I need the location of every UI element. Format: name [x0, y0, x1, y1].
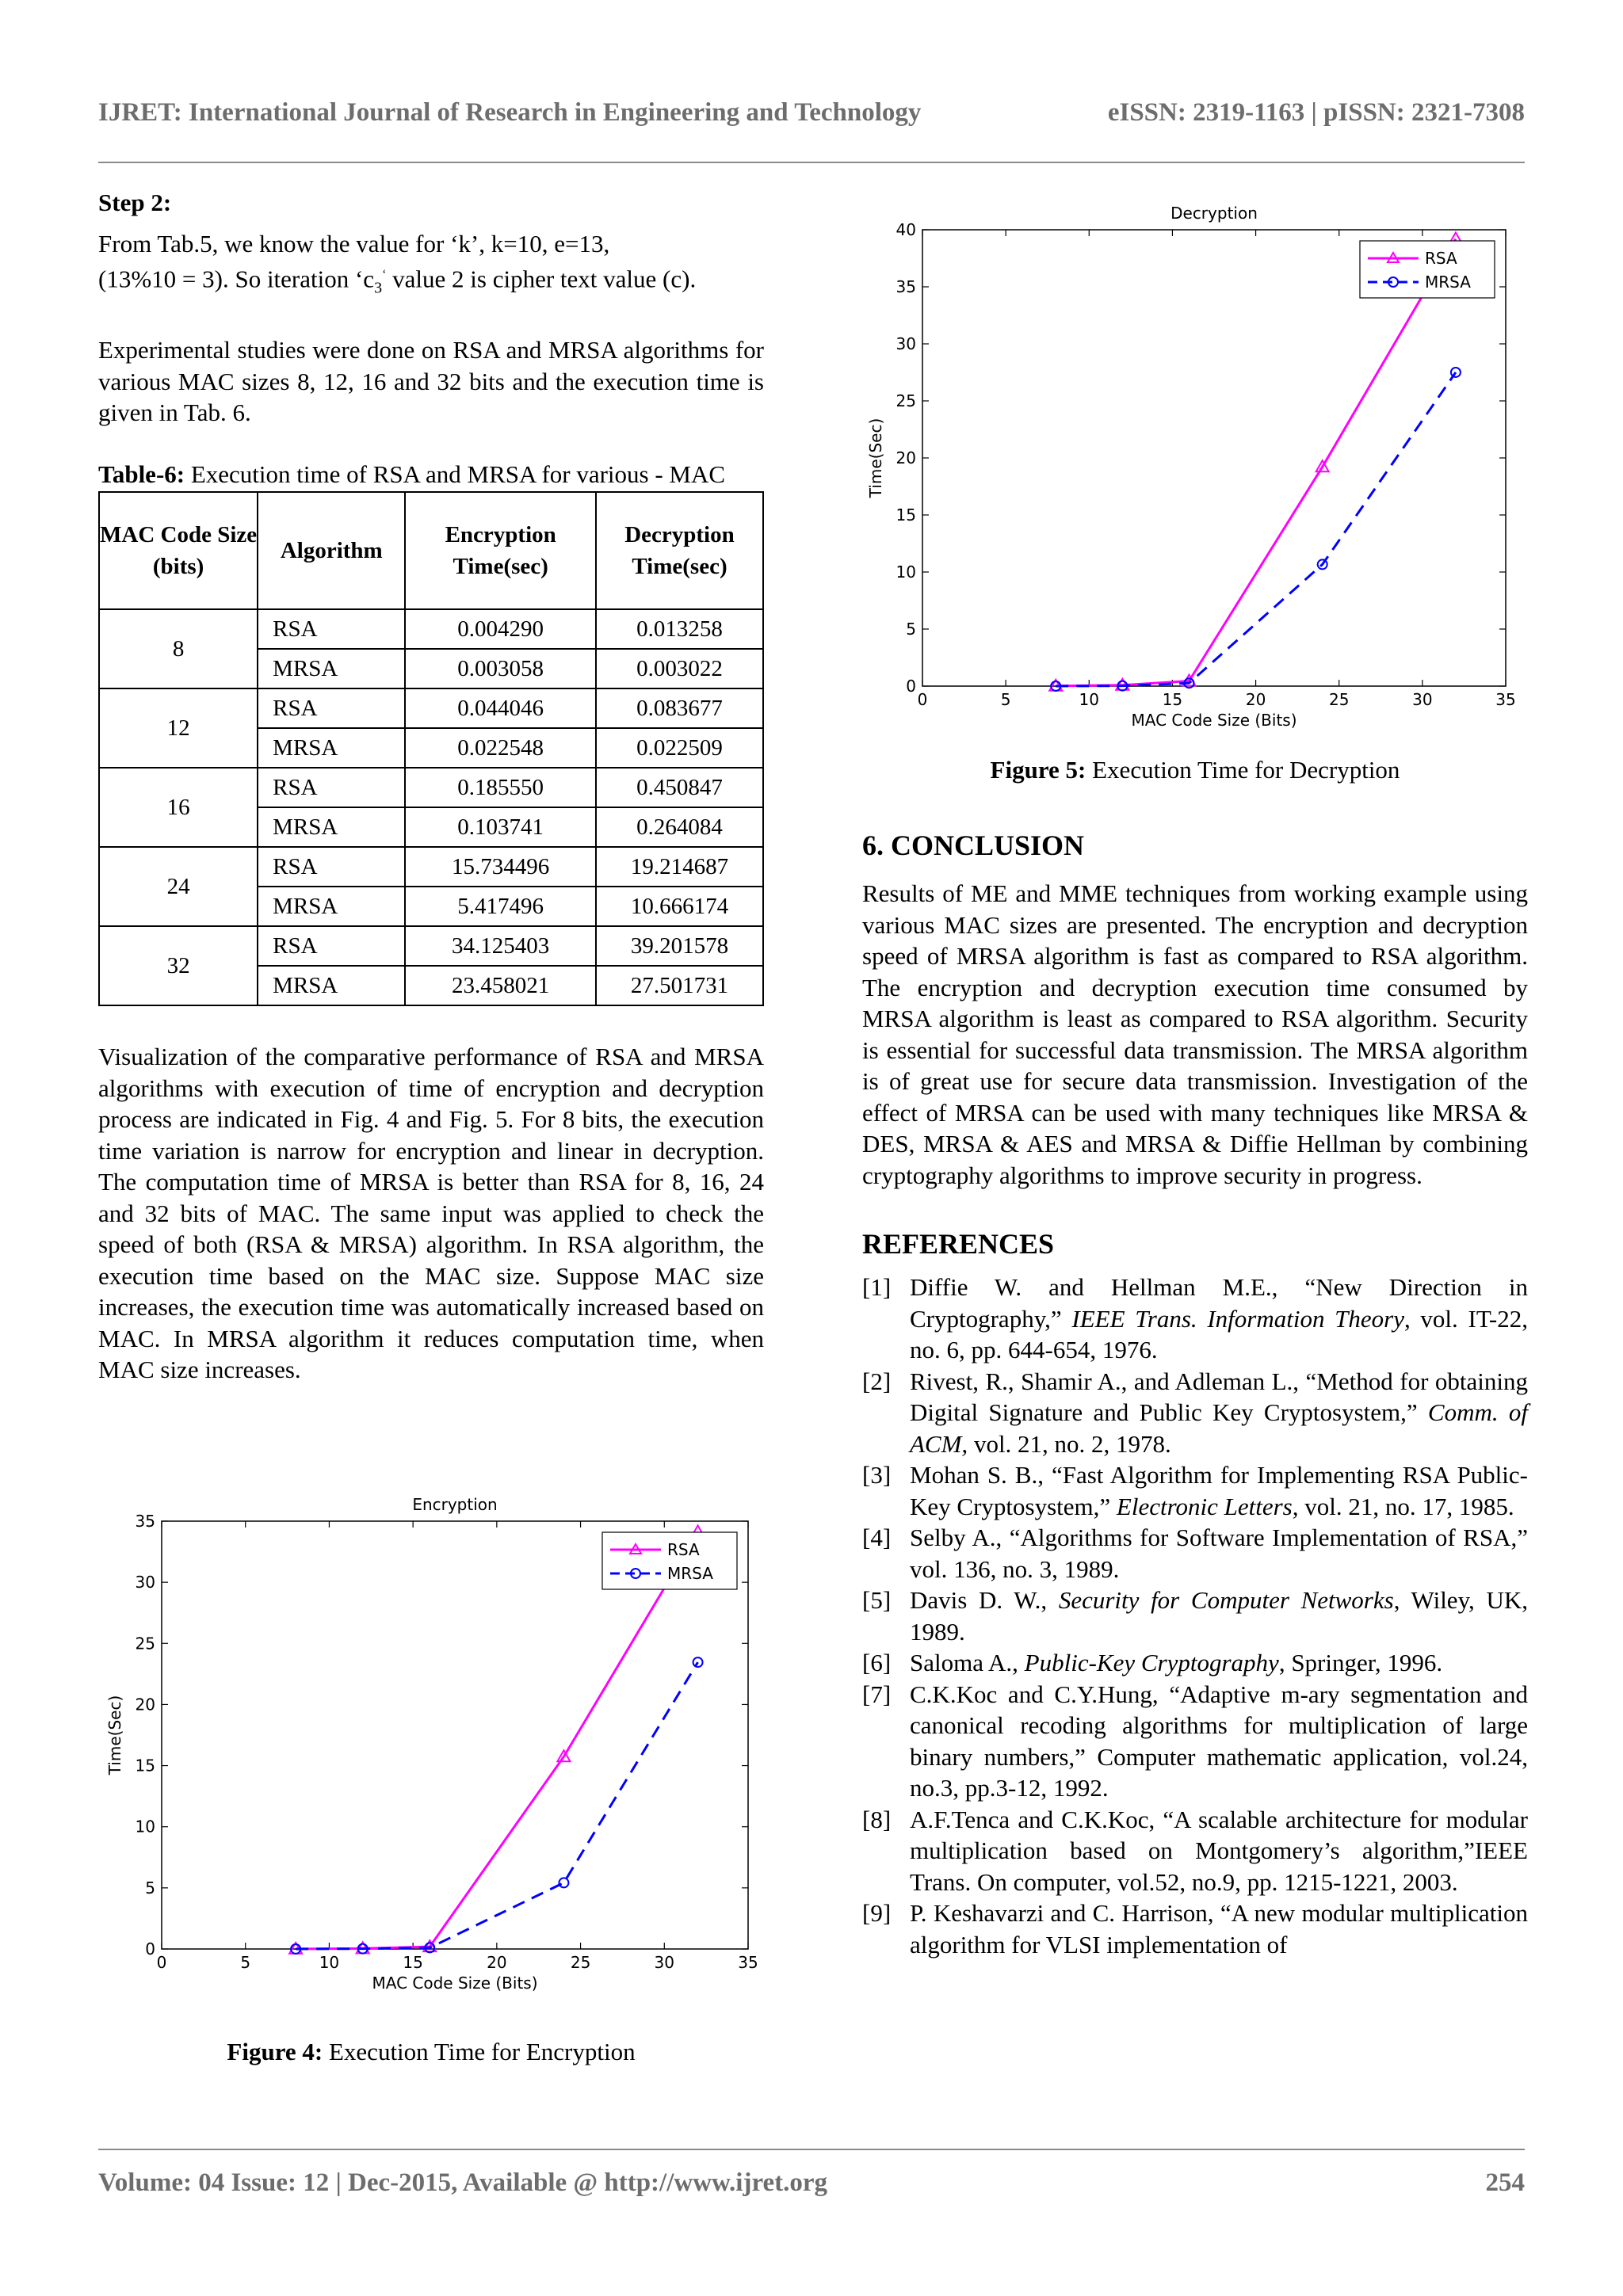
y-tick-label: 15 [135, 1756, 155, 1775]
table-caption-text: Execution time of RSA and MRSA for various - MAC [185, 460, 726, 488]
algorithm-cell: RSA [258, 768, 405, 807]
figure-5-label: Figure 5: [990, 756, 1086, 784]
figure-4-caption [98, 2038, 764, 2066]
table-row [99, 609, 763, 649]
mac-size-cell: 16 [99, 768, 258, 847]
reference-text: P. Keshavarzi and C. Harrison, “A new modular multiplication algorithm for VLSI implementation of [910, 1899, 1528, 1958]
decryption-time-cell: 10.666174 [596, 887, 763, 926]
y-tick-label: 25 [896, 391, 916, 410]
page-number: 254 [1485, 2168, 1525, 2197]
encryption-time-cell: 34.125403 [405, 926, 596, 966]
chart-title: Encryption [412, 1495, 498, 1514]
x-tick-label: 0 [917, 690, 928, 709]
figure-4-label: Figure 4: [227, 2038, 323, 2065]
header-decryption: Decryption Time(sec) [596, 492, 763, 609]
footer-volume: Volume: 04 Issue: 12 | Dec-2015, Available @ http://www.ijret.org [98, 2168, 828, 2197]
y-tick-label: 0 [906, 677, 916, 696]
reference-venue: Security for Computer Networks [1058, 1586, 1394, 1614]
x-tick-label: 20 [1245, 690, 1266, 709]
table-caption-label: Table-6: [98, 460, 185, 488]
decryption-time-cell: 0.083677 [596, 688, 763, 728]
reference-text: Diffie W. and Hellman M.E., “New Direction in Cryptography,” [910, 1273, 1528, 1333]
step-text [98, 228, 764, 305]
decryption-time-cell: 39.201578 [596, 926, 763, 966]
y-tick-label: 30 [135, 1573, 155, 1592]
step-sup: ‘ [382, 268, 387, 281]
decryption-chart [862, 192, 1528, 746]
reference-item [862, 1804, 1528, 1898]
reference-number: [9] [862, 1899, 892, 1927]
encryption-time-cell: 15.734496 [405, 847, 596, 887]
reference-text: vol. 21, no. 17, 1985. [1298, 1492, 1514, 1520]
table-row [99, 768, 763, 807]
reference-text: Mohan S. B., “Fast Algorithm for Implementing RSA Public-Key Cryptosystem,” [910, 1461, 1528, 1520]
x-axis-label: MAC Code Size (Bits) [372, 1974, 538, 1993]
x-tick-label: 5 [240, 1953, 251, 1972]
reference-item [862, 1522, 1528, 1585]
right-column [862, 829, 1528, 1960]
y-axis-label: Time(Sec) [105, 1695, 124, 1775]
y-tick-label: 35 [135, 1512, 155, 1531]
paragraph-visualization: Visualization of the comparative performance of RSA and MRSA algorithms with execution of time of encryption and decryption process are indicated in Fig. 4 and Fig. 5. For 8 bits, the execution time variation is narrow for encryption and linear in decryption. The computation time of MRSA is better than RSA for 8, 16, 24 and 32 bits of MAC. The same input was applied to check the speed of both (RSA & MRSA) algorithm. In RSA algorithm, the execution time based on the MAC size. Suppose MAC size increases, the execution time was automatically increased based on MAC. In MRSA algorithm it reduces computation time, when MAC size increases. [98, 1043, 764, 1384]
x-tick-label: 35 [738, 1953, 758, 1972]
reference-item [862, 1366, 1528, 1460]
y-tick-label: 30 [896, 334, 916, 353]
header-encryption: Encryption Time(sec) [405, 492, 596, 609]
execution-time-table [98, 491, 764, 1006]
reference-item [862, 1647, 1528, 1679]
figure-5-caption [862, 756, 1528, 784]
reference-item [862, 1272, 1528, 1366]
step-sub: 3 [374, 279, 383, 297]
decryption-time-cell: 0.013258 [596, 609, 763, 649]
reference-venue: IEEE Trans. Information Theory [1071, 1304, 1404, 1333]
reference-item [862, 1897, 1528, 1960]
reference-item [862, 1679, 1528, 1804]
conclusion-text: Results of ME and MME techniques from working example using various MAC sizes are presented. The encryption and decryption speed of MRSA algorithm is fast as compared to RSA algorithm. The encryption and decryption execution time consumed by MRSA algorithm is least as compared to RSA algorithm. Security is essential for successful data transmission. The MRSA algorithm is of great use for secure data transmission. Investigation of the effect of MRSA can be used with many techniques like MRSA & DES, MRSA & AES and MRSA & Diffie Hellman by combining cryptography algorithms to improve security in progress. [862, 879, 1528, 1189]
decryption-time-cell: 0.264084 [596, 807, 763, 847]
reference-number: [7] [862, 1680, 892, 1708]
left-column [98, 187, 764, 1386]
x-tick-label: 30 [1412, 690, 1433, 709]
decryption-time-cell: 0.003022 [596, 649, 763, 688]
encryption-time-cell: 0.044046 [405, 688, 596, 728]
step-heading: Step 2: [98, 189, 172, 216]
header-algorithm: Algorithm [258, 492, 405, 609]
legend-label-rsa: RSA [1425, 249, 1457, 268]
y-tick-label: 20 [896, 448, 916, 467]
x-tick-label: 0 [156, 1953, 167, 1972]
decryption-time-cell: 0.022509 [596, 728, 763, 768]
decryption-time-cell: 19.214687 [596, 847, 763, 887]
reference-text: vol. 21, no. 2, 1978. [968, 1429, 1171, 1458]
reference-number: [4] [862, 1524, 892, 1551]
header-rule [98, 162, 1525, 163]
encryption-chart [98, 1485, 764, 2000]
x-tick-label: 15 [403, 1953, 423, 1972]
x-tick-label: 35 [1495, 690, 1516, 709]
x-tick-label: 30 [654, 1953, 675, 1972]
decryption-time-cell: 27.501731 [596, 966, 763, 1005]
reference-number: [8] [862, 1805, 892, 1833]
reference-text: , vol. IT-22, no. 6, pp. 644-654, 1976. [910, 1304, 1528, 1363]
step-line-2a: (13%10 = 3). So iteration ‘c [98, 265, 375, 293]
legend-label-rsa: RSA [667, 1540, 700, 1559]
reference-text: Davis D. W., [910, 1586, 1059, 1614]
issn: eISSN: 2319-1163 | pISSN: 2321-7308 [1107, 98, 1525, 127]
chart-title: Decryption [1170, 204, 1258, 223]
table-row [99, 926, 763, 966]
x-tick-label: 20 [487, 1953, 507, 1972]
footer-rule [98, 2149, 1525, 2150]
algorithm-cell: MRSA [258, 966, 405, 1005]
table-row [99, 688, 763, 728]
table-caption [98, 459, 764, 490]
encryption-time-cell: 0.185550 [405, 768, 596, 807]
reference-number: [5] [862, 1586, 892, 1614]
x-tick-label: 5 [1000, 690, 1011, 709]
step-line-2b: value 2 is cipher text value (c). [386, 265, 697, 293]
x-axis-label: MAC Code Size (Bits) [1131, 711, 1297, 730]
algorithm-cell: RSA [258, 688, 405, 728]
encryption-time-cell: 0.103741 [405, 807, 596, 847]
algorithm-cell: RSA [258, 926, 405, 966]
reference-venue: Electronic Letters, [1116, 1492, 1299, 1520]
reference-item [862, 1585, 1528, 1647]
reference-text: Rivest, R., Shamir A., and Adleman L., “Method for obtaining Digital Signature and Public Key Cryptosystem,” [910, 1367, 1528, 1426]
journal-title: IJRET: International Journal of Research in Engineering and Technology [98, 98, 922, 127]
conclusion-heading: 6. CONCLUSION [862, 830, 1085, 861]
reference-text: Saloma A., [910, 1649, 1025, 1676]
reference-number: [1] [862, 1273, 892, 1301]
algorithm-cell: MRSA [258, 807, 405, 847]
figure-4-text: Execution Time for Encryption [323, 2038, 636, 2065]
algorithm-cell: RSA [258, 609, 405, 649]
y-tick-label: 10 [896, 563, 916, 582]
algorithm-cell: MRSA [258, 728, 405, 768]
reference-text: , Wiley, UK, 1989. [910, 1586, 1528, 1646]
paragraph-experiment: Experimental studies were done on RSA and MRSA algorithms for various MAC sizes 8, 12, 16 and 32 bits and the execution time is given in Tab. 6. [98, 336, 764, 427]
mac-size-cell: 32 [99, 926, 258, 1005]
x-tick-label: 10 [319, 1953, 340, 1972]
y-tick-label: 25 [135, 1634, 155, 1653]
encryption-time-cell: 0.022548 [405, 728, 596, 768]
references-list [862, 1272, 1528, 1960]
table-row [99, 847, 763, 887]
y-tick-label: 35 [896, 277, 916, 296]
x-tick-label: 10 [1079, 690, 1100, 709]
header-mac-size: MAC Code Size (bits) [99, 492, 258, 609]
algorithm-cell: MRSA [258, 649, 405, 688]
reference-text: C.K.Koc and C.Y.Hung, “Adaptive m-ary segmentation and canonical recoding algorithms for multiplication of large binary numbers,” Computer mathematic application, vol.24, no.3, pp.3-12, 1992. [910, 1680, 1528, 1802]
x-tick-label: 15 [1162, 690, 1183, 709]
x-tick-label: 25 [570, 1953, 591, 1972]
reference-number: [6] [862, 1649, 892, 1676]
references-heading: REFERENCES [862, 1228, 1055, 1260]
reference-text: , Springer, 1996. [1278, 1649, 1443, 1676]
legend-label-mrsa: MRSA [667, 1564, 713, 1583]
reference-number: [3] [862, 1461, 892, 1489]
x-tick-label: 25 [1328, 690, 1350, 709]
decryption-time-cell: 0.450847 [596, 768, 763, 807]
reference-number: [2] [862, 1367, 892, 1395]
step-line-1: From Tab.5, we know the value for ‘k’, k=10, e=13, [98, 229, 610, 257]
y-tick-label: 15 [896, 505, 916, 524]
encryption-time-cell: 5.417496 [405, 887, 596, 926]
reference-text: Selby A., “Algorithms for Software Implementation of RSA,” vol. 136, no. 3, 1989. [910, 1524, 1528, 1583]
y-tick-label: 5 [906, 620, 916, 639]
encryption-time-cell: 23.458021 [405, 966, 596, 1005]
encryption-time-cell: 0.003058 [405, 649, 596, 688]
reference-text: A.F.Tenca and C.K.Koc, “A scalable architecture for modular multiplication based on Montgomery’s algorithm,”IEEE Trans. On computer, vol.52, no.9, pp. 1215-1221, 2003. [910, 1805, 1528, 1896]
y-tick-label: 5 [145, 1878, 155, 1897]
mac-size-cell: 8 [99, 609, 258, 688]
mac-size-cell: 24 [99, 847, 258, 926]
reference-item [862, 1459, 1528, 1522]
algorithm-cell: MRSA [258, 887, 405, 926]
algorithm-cell: RSA [258, 847, 405, 887]
encryption-time-cell: 0.004290 [405, 609, 596, 649]
reference-venue: Comm. of ACM, [910, 1398, 1528, 1458]
figure-5-text: Execution Time for Decryption [1086, 756, 1400, 784]
y-tick-label: 0 [145, 1939, 155, 1958]
y-axis-label: Time(Sec) [866, 418, 885, 498]
y-tick-label: 20 [135, 1695, 155, 1714]
y-tick-label: 40 [896, 220, 916, 239]
reference-venue: Public-Key Cryptography [1024, 1649, 1279, 1676]
mac-size-cell: 12 [99, 688, 258, 768]
legend-label-mrsa: MRSA [1425, 273, 1471, 292]
y-tick-label: 10 [135, 1817, 155, 1836]
